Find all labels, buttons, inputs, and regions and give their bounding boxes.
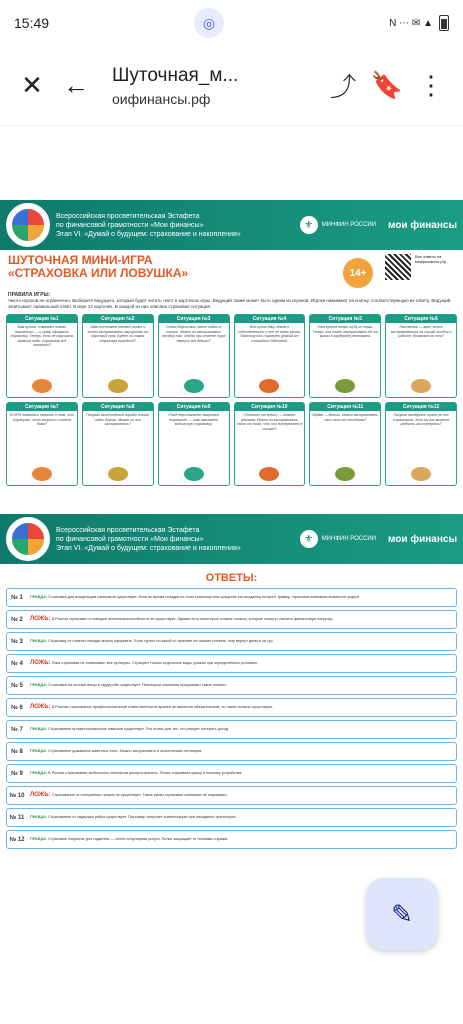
answers-title: ОТВЕТЫ:: [205, 572, 258, 584]
bookmark-icon[interactable]: 🔖: [370, 70, 404, 100]
rules: ПРАВИЛА ИГРЫ: Число игроков не ограничено. Выберите ведущего, который будет читать текст в карточках игры. Ведущий также может быть одним из игроков. Игроки нажимают на кнопку, соответствующую их ответу. Ведущий зачитывает правильный ответ. В игре 12 карточек. В каждой из них описана страховая ситуация.: [8, 292, 451, 309]
page-1: [0, 200, 463, 490]
top-toolbar: [0, 46, 463, 126]
status-time: 15:49: [14, 15, 50, 31]
card-illustration-icon: [259, 379, 279, 393]
banner-2: Всероссийская просветительская Эстафета по финансовой грамотности «Мои финансы» Этап VI. «Думай о будущем: страхование и накопления» ⚜ МИНФИН РОССИИ мои финансы: [0, 514, 463, 564]
status-bar: [0, 0, 463, 46]
back-icon[interactable]: ←: [63, 70, 89, 100]
situation-card: Ситуация №4 Всю купил дачу, земля в собственности у неё не очень много. Поэтому она страхует урожай от стихийных бедствий.: [234, 314, 306, 398]
card-illustration-icon: [32, 467, 52, 481]
card-illustration-icon: [184, 379, 204, 393]
situation-card: Ситуация №11 Время — деньги. Можно застраховать свои часы от опоздания?: [309, 402, 381, 486]
ministry-logo: ⚜ МИНФИН РОССИИ мои финансы: [300, 216, 457, 234]
qr-code-icon: [385, 254, 411, 280]
situation-card: Ситуация №3 Семья Морозовых часто ездит в отпуск. Можно ли застраховать поездку так, чтобы при отмене тура вернули все деньги?: [158, 314, 230, 398]
situation-card: Ситуация №9 «Твоё персональное защитное покрытие» — так называют мобильную страховку.: [158, 402, 230, 486]
card-illustration-icon: [411, 467, 431, 481]
card-illustration-icon: [335, 467, 355, 481]
share-icon[interactable]: ⤴: [329, 72, 356, 102]
page-title-block: [112, 65, 321, 107]
app-notification-icon: ◎: [194, 8, 224, 38]
card-illustration-icon: [184, 467, 204, 481]
cards-grid: [0, 310, 463, 490]
card-illustration-icon: [32, 379, 52, 393]
answer-row: № 8 ПРАВДА: Страхование домашних животных есть. Можно застраховать и экзотических питомцев.: [6, 742, 457, 761]
answer-row: № 10 ЛОЖЬ: Страхование от потерянных носков не существует. Такие риски страховые компании не покрывают.: [6, 786, 457, 805]
ministry-logo: ⚜ МИНФИН РОССИИ мои финансы: [300, 530, 457, 548]
emblem-icon: ⚜: [300, 530, 318, 548]
answer-row: № 4 ЛОЖЬ: Пока страховая не охватывает все культуры. Страхуют только отдельные виды урожая при определённых условиях.: [6, 654, 457, 673]
answer-row: № 3 ПРАВДА: Страховку от отмены поездки можно оформить. Если турист по какой-то причине не сможет поехать, ему вернут деньги за тур.: [6, 632, 457, 651]
answer-row: № 2 ЛОЖЬ: В России страховки от поводов неплатежеспособности не существует. Однако есть некоторые схожие полисы, которые помогут снизить финансовую нагрузку.: [6, 610, 457, 629]
relay-logo-icon: [6, 517, 50, 561]
page-title: Шуточная_м...: [112, 64, 239, 86]
page-url: оифинансы.рф: [112, 90, 211, 107]
answer-row: № 7 ПРАВДА: Страхование профессиональных навыков существует. Это полис для тех, кто рискует потерять доход.: [6, 720, 457, 739]
answer-row: № 6 ЛОЖЬ: В Россию страхование профессиональной ответственности врачей не является обязательным, но такие полисы существуют.: [6, 698, 457, 717]
edit-button[interactable]: [366, 878, 438, 950]
more-icon[interactable]: ⋮: [418, 70, 444, 100]
emblem-icon: ⚜: [300, 216, 318, 234]
situation-card: Ситуация №10 «Успешно от всего» — гласит реклама. Можно ли застраховать носки от того, что они потеряются в стирке?: [234, 402, 306, 486]
page-2: [0, 514, 463, 849]
game-title: ШУТОЧНАЯ МИНИ-ИГРА: [8, 253, 153, 267]
card-illustration-icon: [411, 379, 431, 393]
situation-card: Ситуация №7 В ОРИ появилась новость о том, что страхуют, есть вопросы о полисе дома?: [6, 402, 78, 486]
age-badge: 14+: [343, 258, 373, 288]
battery-icon: [439, 15, 449, 31]
answer-row: № 12 ПРАВДА: Страховое покрытие для гаджетов — очень популярная услуга. Полис защищает от поломки и кражи.: [6, 830, 457, 849]
status-icons: N ⋯ ✉ ▲: [389, 15, 449, 31]
answer-row: № 5 ПРАВДА: Страховка на личные вещи в гардеробе существует. Некоторые компании предлагают такие полисы.: [6, 676, 457, 695]
answers-list: [0, 588, 463, 849]
card-illustration-icon: [108, 467, 128, 481]
situation-card: Ситуация №1 Вам купили «самокат нового поколения» — и сразу оформили страховку. Теперь, если не нарушать правила езды, страховая всё оплатит?: [6, 314, 78, 398]
situation-card: Ситуация №8 Попугай экзотической породы стоит очень дорого. Можно ли его застраховать?: [82, 402, 154, 486]
situation-card: Ситуация №5 Тоня купила новую шубу из норки. Теперь она хочет застраховать её от кражи в гардеробе ресторана.: [309, 314, 381, 398]
situation-card: Ситуация №6 Настенька — врач, хочет застраховаться на случай ошибок в работе. Возможно ли это?: [385, 314, 457, 398]
answer-row: № 9 ПРАВДА: В России страхование мобильного телефона распространено. Полис покрывает кражу и поломку устройства.: [6, 764, 457, 783]
answer-row: № 1 ПРАВДА: Страховка для владельцев самокатов существует. Если во время поездки на этом транспортном средстве его владелец получит травму, страховая компания возместит ущерб.: [6, 588, 457, 607]
card-illustration-icon: [335, 379, 355, 393]
situation-card: Ситуация №2 Иван постоянно меняет жилье и хочет застраховать имущество на короткий срок. Будет ли такая страховка выгодной?: [82, 314, 154, 398]
game-header: ШУТОЧНАЯ МИНИ-ИГРА «СТРАХОВКА ИЛИ ЛОВУШКА» 14+ Все ответы на моифинансы.рф: [0, 250, 463, 292]
answer-row: № 11 ПРАВДА: Страхование от задержки рейса существует. Пассажир получает компенсацию при опоздании транспорта.: [6, 808, 457, 827]
relay-logo-icon: [6, 203, 50, 247]
game-subtitle: «СТРАХОВКА ИЛИ ЛОВУШКА»: [8, 266, 189, 280]
card-illustration-icon: [259, 467, 279, 481]
close-icon[interactable]: ✕: [21, 70, 43, 100]
card-illustration-icon: [108, 379, 128, 393]
situation-card: Ситуация №12 Покупка телефона: нужно ли его страховать, если вы его можете разбить или потерять?: [385, 402, 457, 486]
banner: Всероссийская просветительская Эстафета по финансовой грамотности «Мои финансы» Этап VI. «Думай о будущем: страхование и накопления» ⚜ МИНФИН РОССИИ мои финансы: [0, 200, 463, 250]
pencil-icon: ✎: [391, 898, 413, 929]
document-view[interactable]: [0, 200, 463, 852]
